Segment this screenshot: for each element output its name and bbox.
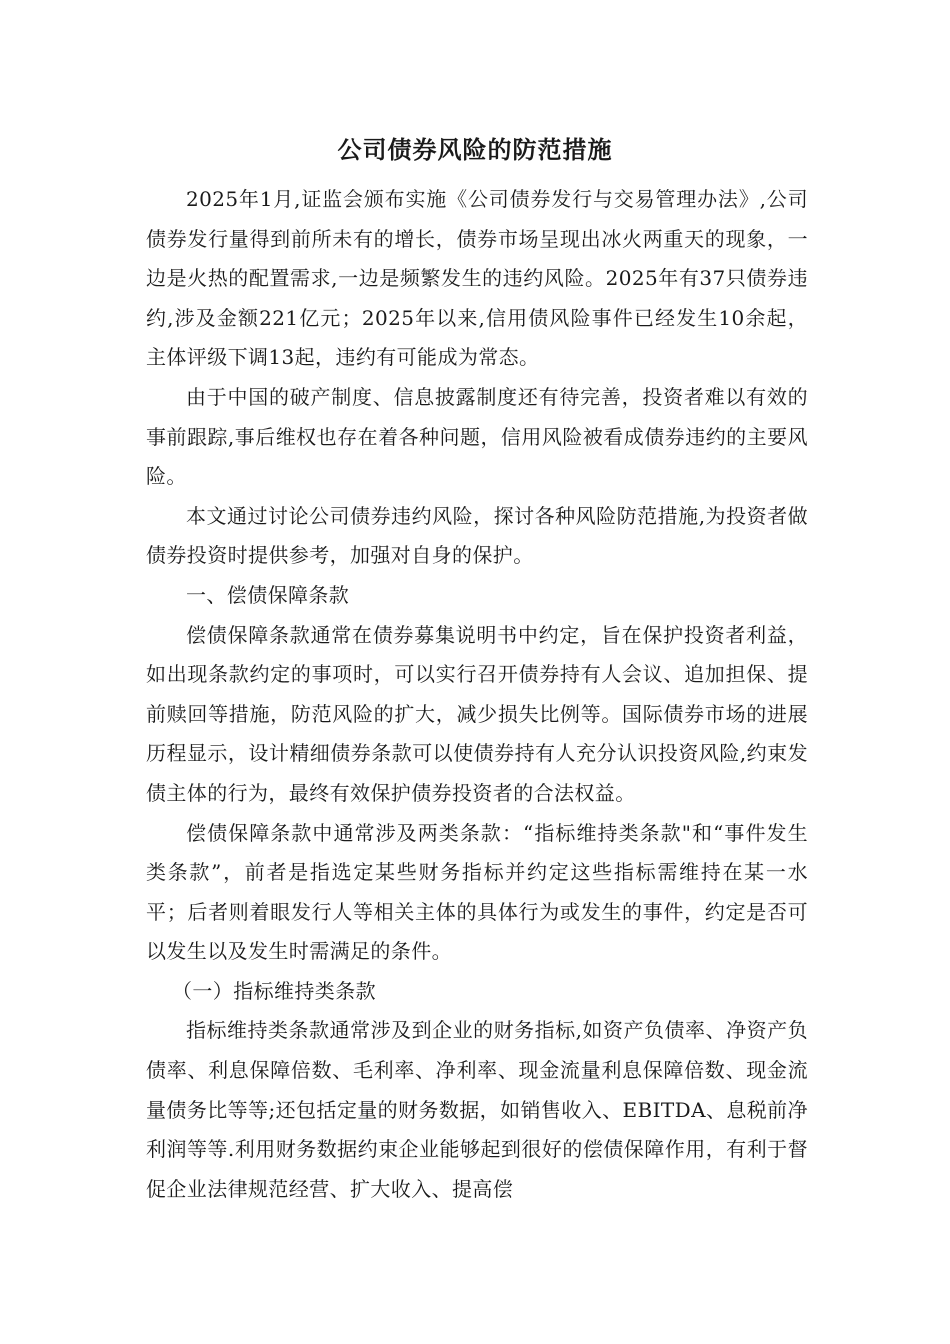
page-title: 公司债券风险的防范措施: [337, 135, 613, 164]
body-paragraph: 2025年1月,证监会颁布实施《公司债券发行与交易管理办法》,公司债券发行量得到前所未有的增长，债券市场呈现出冰火两重天的现象，一边是火热的配置需求,一边是频繁发生的违约风险。2025年有37只债券违约,涉及金额221亿元；2025年以来,信用债风险事件已经发生10余起，主体评级下调13起，违约有可能成为常态。: [146, 187, 808, 370]
document-body: [146, 180, 808, 1209]
body-paragraph: 本文通过讨论公司债券违约风险，探讨各种风险防范措施,为投资者做债券投资时提供参考，加强对自身的保护。: [146, 503, 808, 568]
body-paragraph: 偿债保障条款通常在债券募集说明书中约定，旨在保护投资者利益，如出现条款约定的事项时，可以实行召开债券持有人会议、追加担保、提前赎回等措施，防范风险的扩大，减少损失比例等。国际债券市场的进展历程显示，设计精细债券条款可以使债券持有人充分认识投资风险,约束发债主体的行为，最终有效保护债券投资者的合法权益。: [146, 622, 808, 805]
body-paragraph: 由于中国的破产制度、信息披露制度还有待完善，投资者难以有效的事前跟踪,事后维权也存在着各种问题，信用风险被看成债券违约的主要风险。: [146, 384, 808, 489]
body-paragraph: 指标维持类条款通常涉及到企业的财务指标,如资产负债率、净资产负债率、利息保障倍数、毛利率、净利率、现金流量利息保障倍数、现金流量债务比等等;还包括定量的财务数据，如销售收入、EBITDA、息税前净利润等等.利用财务数据约束企业能够起到很好的偿债保障作用，有利于督促企业法律规范经营、扩大收入、提高偿: [146, 1018, 808, 1201]
body-paragraph: 偿债保障条款中通常涉及两类条款：“指标维持类条款"和“事件发生类条款”，前者是指选定某些财务指标并约定这些指标需维持在某一水平；后者则着眼发行人等相关主体的具体行为或发生的事件，约定是否可以发生以及发生时需满足的条件。: [146, 820, 808, 964]
section-heading: 一、偿债保障条款: [186, 582, 350, 607]
subsection-heading: （一）指标维持类条款: [172, 978, 376, 1003]
